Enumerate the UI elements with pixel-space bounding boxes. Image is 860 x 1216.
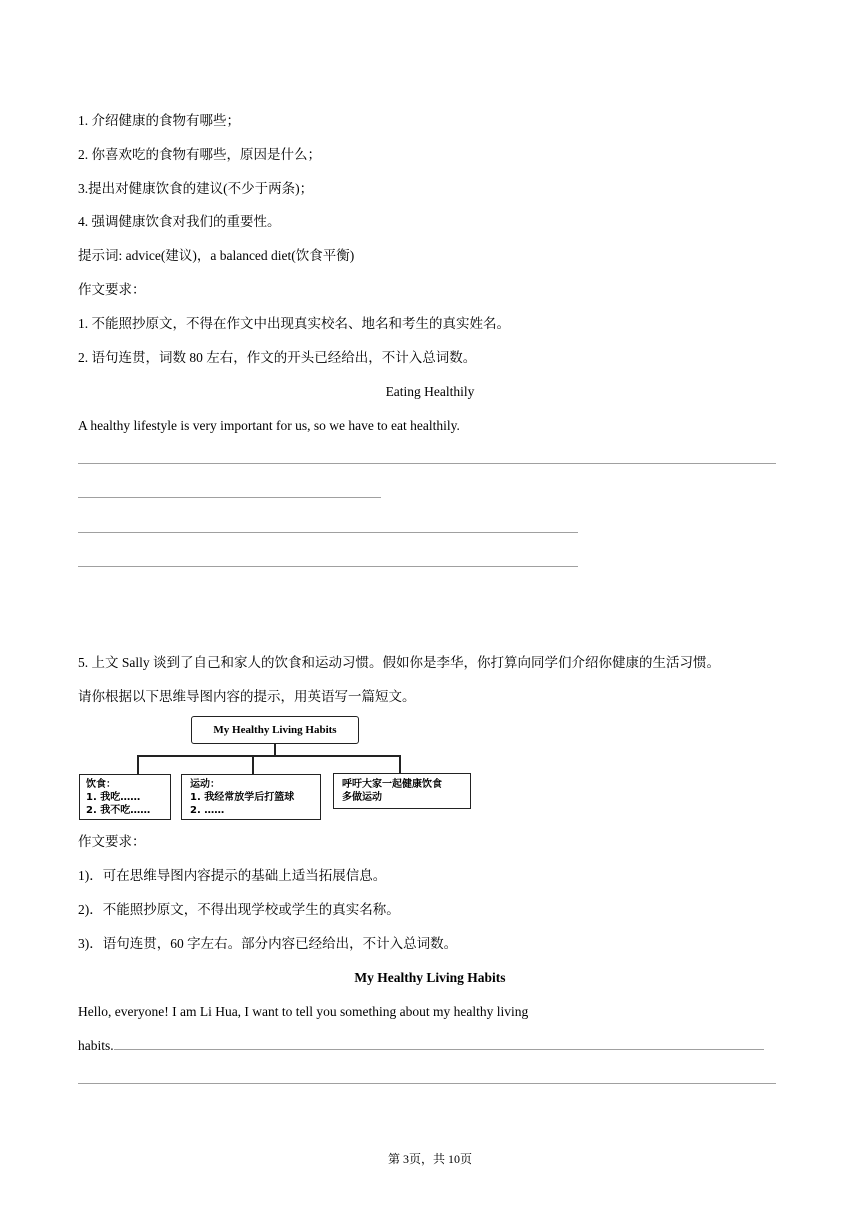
- task5-prompt-line-1: 5. 上文 Sally 谈到了自己和家人的饮食和运动习惯。假如你是李华，你打算向同学们介绍你健康的生活习惯。: [78, 655, 721, 670]
- mind-map-connector: [399, 755, 401, 773]
- task4-item-4: 4. 强调健康饮食对我们的重要性。: [78, 214, 281, 229]
- diet-heading: 饮食：: [86, 779, 116, 790]
- writing-line[interactable]: [78, 497, 381, 498]
- writing-line[interactable]: [78, 1083, 776, 1084]
- sport-heading: 运动：: [190, 779, 220, 790]
- sport-item-1: 1. 我经常放学后打篮球: [190, 792, 295, 803]
- mind-map-call-box: [333, 773, 471, 809]
- call-line-1: 呼吁大家一起健康饮食: [342, 779, 442, 790]
- task4-item-1: 1. 介绍健康的食物有哪些；: [78, 113, 240, 128]
- task5-essay-start-2-row: [78, 1037, 778, 1055]
- task5-essay-start-1: Hello, everyone! I am Li Hua, I want to tell you something about my healthy living: [78, 1004, 529, 1019]
- task5-requirement-3: 3)．语句连贯，60 字左右。部分内容已经给出，不计入总词数。: [78, 936, 458, 951]
- mind-map-connector: [252, 755, 254, 775]
- diet-item-2: 2. 我不吃……: [86, 805, 151, 816]
- task5-requirement-1: 1)．可在思维导图内容提示的基础上适当拓展信息。: [78, 868, 387, 883]
- writing-line[interactable]: [78, 463, 776, 464]
- task4-item-3: 3.提出对健康饮食的建议(不少于两条)；: [78, 181, 314, 196]
- mind-map-connector: [137, 755, 139, 775]
- task4-item-2: 2. 你喜欢吃的食物有哪些，原因是什么；: [78, 147, 321, 162]
- task5-requirements-heading: 作文要求：: [78, 834, 146, 849]
- task4-hint: 提示词: advice(建议)，a balanced diet(饮食平衡): [78, 248, 355, 263]
- task4-requirements-heading: 作文要求：: [78, 282, 146, 297]
- task5-essay-start-2: habits.: [78, 1038, 114, 1053]
- writing-line[interactable]: [78, 566, 578, 567]
- mind-map-diet-box: [79, 774, 171, 820]
- page-number: 第 3页，共 10页: [387, 1152, 472, 1166]
- task5-prompt-line-2: 请你根据以下思维导图内容的提示，用英语写一篇短文。: [78, 689, 416, 704]
- writing-line[interactable]: [114, 1049, 764, 1050]
- task4-essay-title: Eating Healthily: [385, 384, 475, 399]
- mind-map-sport-box: [181, 774, 321, 820]
- sport-item-2: 2. ……: [190, 805, 225, 816]
- task4-requirement-1: 1. 不能照抄原文，不得在作文中出现真实校名、地名和考生的真实姓名。: [78, 316, 510, 331]
- task4-requirement-2: 2. 语句连贯，词数 80 左右，作文的开头已经给出，不计入总词数。: [78, 350, 477, 365]
- mind-map-root: My Healthy Living Habits: [191, 716, 359, 744]
- writing-line[interactable]: [78, 532, 578, 533]
- task4-essay-start: A healthy lifestyle is very important for us, so we have to eat healthily.: [78, 418, 460, 433]
- diet-item-1: 1. 我吃……: [86, 792, 141, 803]
- mind-map-connector: [137, 755, 401, 757]
- task5-essay-title: My Healthy Living Habits: [354, 970, 506, 985]
- task5-requirement-2: 2)．不能照抄原文，不得出现学校或学生的真实名称。: [78, 902, 400, 917]
- call-line-2: 多做运动: [342, 792, 382, 803]
